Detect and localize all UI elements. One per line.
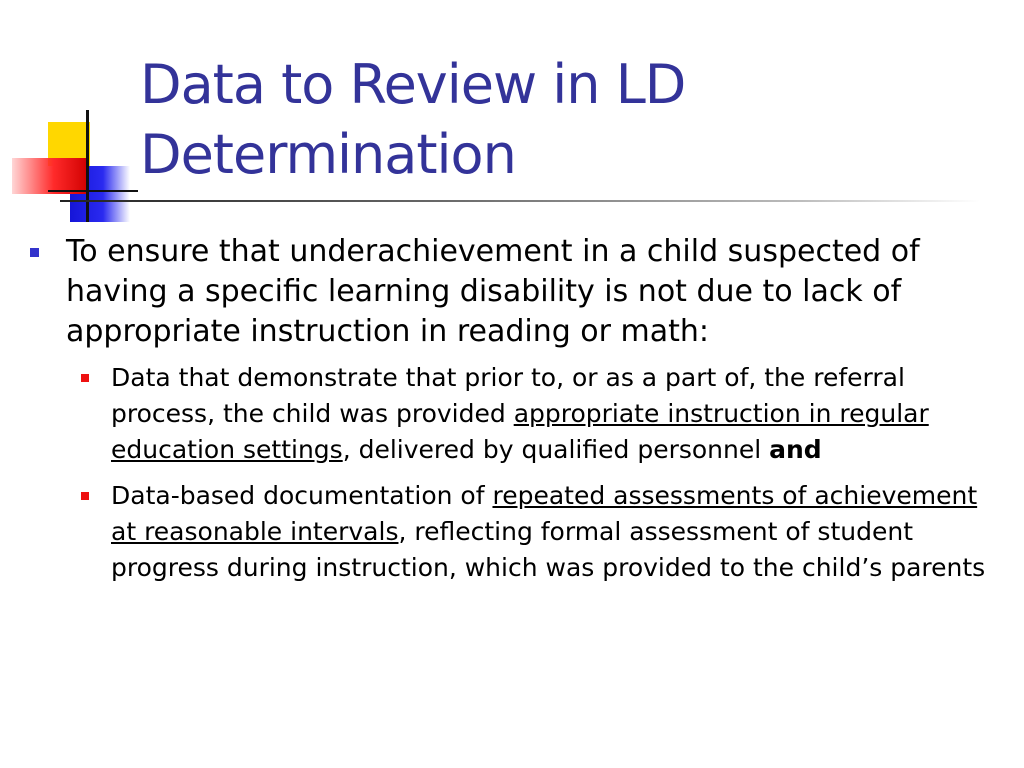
- slide-title-line-2: Determination: [140, 123, 516, 186]
- slide-title-line-1: Data to Review in LD: [140, 53, 686, 116]
- sub-bullet-list: [30, 360, 1000, 586]
- sub-bullet-1: [30, 360, 1000, 468]
- red-bar-decoration: [12, 158, 88, 194]
- sub-bullet-1-text-after: , delivered by qualified personnel: [342, 435, 770, 464]
- main-bullet-text: To ensure that underachievement in a child suspected of having a specific learning disability is not due to lack of appropriate instruction in reading or math:: [66, 234, 920, 349]
- sub-bullet-1-underlined: appropriate instruction in regular education settings: [111, 399, 929, 464]
- slide-body: [30, 232, 1000, 596]
- sub-bullet-1-text-before: Data that demonstrate that prior to, or as a part of, the referral process, the child was provided: [111, 363, 905, 428]
- sub-bullet-2-text-after: , reflecting formal assessment of student progress during instruction, which was provided to the child’s parents: [111, 517, 986, 582]
- decorative-squares-graphic: [0, 0, 160, 240]
- vertical-line-decoration: [86, 110, 89, 222]
- red-square-bullet-icon: [81, 492, 89, 500]
- sub-bullet-2-text-before: Data-based documentation of: [111, 481, 493, 510]
- square-bullet-icon: [30, 248, 39, 257]
- sub-bullet-1-bold: and: [769, 435, 822, 464]
- sub-bullet-2-underlined: repeated assessments of achievement at reasonable intervals: [111, 481, 978, 546]
- red-square-bullet-icon: [81, 374, 89, 382]
- slide-title: [140, 50, 685, 190]
- short-horizontal-line-decoration: [48, 190, 138, 192]
- main-bullet: [30, 232, 1000, 352]
- title-underline-rule: [60, 200, 980, 202]
- sub-bullet-2: [30, 478, 1000, 586]
